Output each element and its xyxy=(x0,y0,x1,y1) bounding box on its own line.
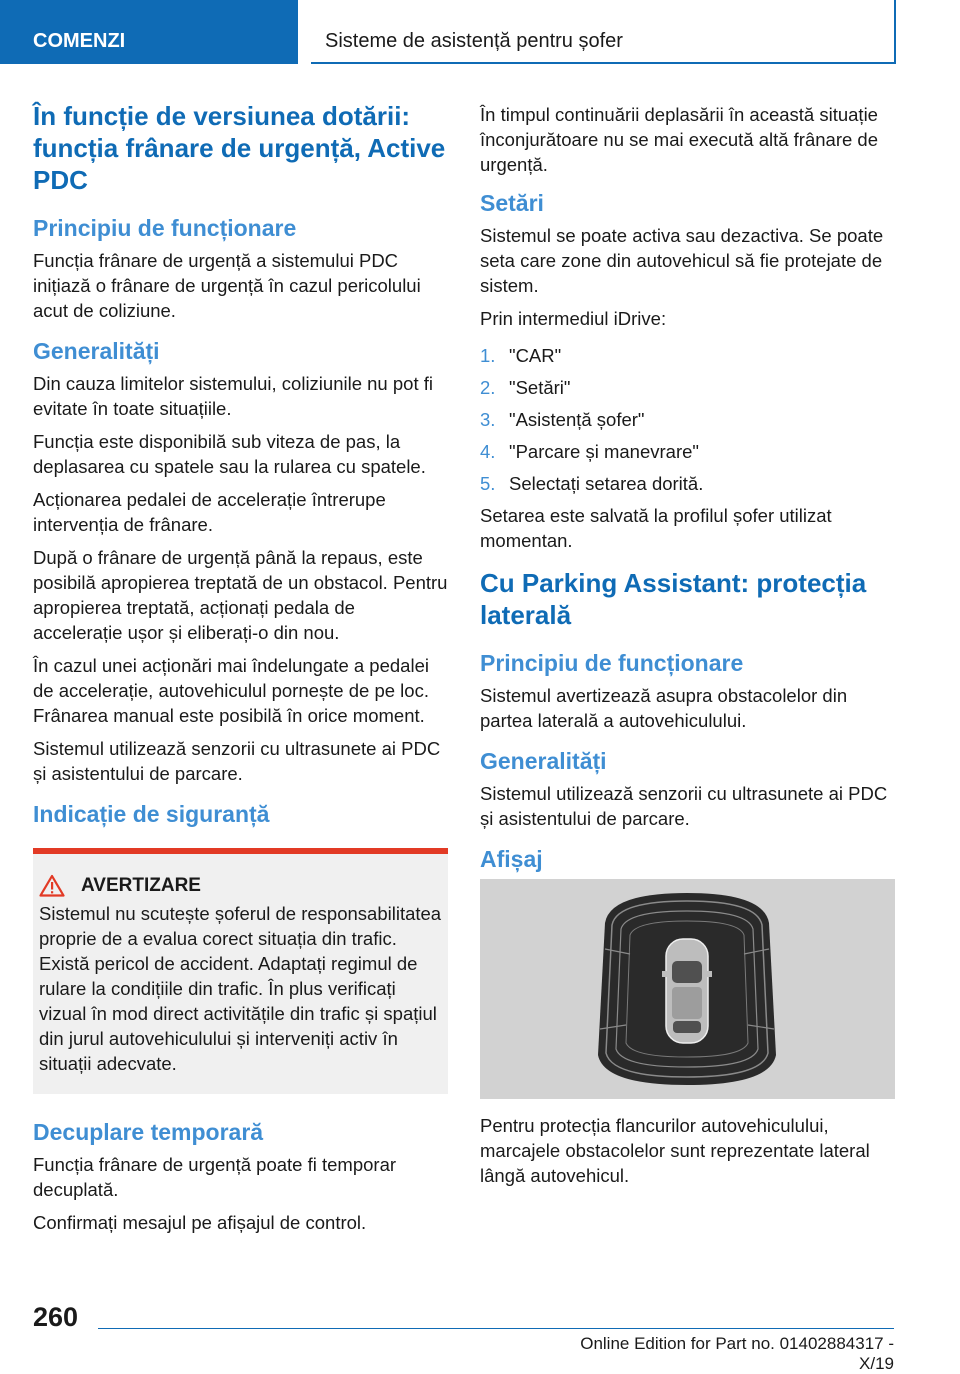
step-text: "Setări" xyxy=(509,377,571,398)
step-text: Selectați setarea dorită. xyxy=(509,473,704,494)
general-heading: Generalități xyxy=(480,748,607,774)
general-paragraph: Acționarea pedalei de accelerație întrerupe intervenția de frânare. xyxy=(33,489,386,535)
car-top-view-icon xyxy=(480,879,895,1099)
left-column xyxy=(33,100,448,1243)
display-caption: Pentru protecția flancurilor autovehiculului, marcajele obstacolelor sunt reprezentate lateral lângă autovehicul. xyxy=(480,1115,870,1186)
principle-heading: Principiu de funcționare xyxy=(480,650,744,676)
intro-paragraph: În timpul continuării deplasării în această situație înconjurătoare nu se mai execută altă frânare de urgență. xyxy=(480,104,878,175)
settings-paragraph: Setarea este salvată la profilul șofer utilizat momentan. xyxy=(480,505,832,551)
settings-heading: Setări xyxy=(480,190,544,216)
step-text: "Parcare și manevrare" xyxy=(509,441,699,462)
header-chapter-label: Sisteme de asistență pentru șofer xyxy=(325,30,623,52)
page-number: 260 xyxy=(33,1302,79,1332)
step-number: 5. xyxy=(480,473,496,494)
list-item xyxy=(480,439,895,464)
parking-title: Cu Parking Assistant: protecția laterală xyxy=(480,568,867,630)
display-heading: Afișaj xyxy=(480,846,543,872)
general-paragraph: Funcția este disponibilă sub viteza de pas, la deplasarea cu spatele sau la rularea cu spatele. xyxy=(33,431,426,477)
parking-display-illustration xyxy=(480,879,895,1099)
list-item xyxy=(480,375,895,400)
settings-steps xyxy=(480,343,895,496)
warning-box xyxy=(33,848,448,1094)
warning-text: Sistemul nu scutește șoferul de responsabilitatea proprie de a evalua corect situația din trafic. Există pericol de accident. Adaptați regimul de rulare la condițiile din trafic. În plus verificați vizual în mod direct activitățile din trafic și spațiul din jurul autovehiculului și interveniți activ în situații adecvate. xyxy=(39,903,442,1074)
principle-text: Sistemul avertizează asupra obstacolelor din partea laterală a autovehiculului. xyxy=(480,685,848,731)
right-column xyxy=(480,102,895,1196)
decoupling-paragraph: Funcția frânare de urgență poate fi temporar decuplată. xyxy=(33,1154,397,1200)
section-title: În funcție de versiunea dotării: funcția frânare de urgență, Active PDC xyxy=(33,101,446,195)
general-paragraph: Sistemul utilizează senzorii cu ultrasunete ai PDC și asistentului de parcare. xyxy=(33,738,441,784)
decoupling-heading: Decuplare temporară xyxy=(33,1119,264,1145)
principle-text: Funcția frânare de urgență a sistemului PDC inițiază o frânare de urgență în cazul pericolului acut de coliziune. xyxy=(33,250,421,321)
decoupling-paragraph: Confirmați mesajul pe afișajul de control. xyxy=(33,1212,367,1233)
edition-label: Online Edition for Part no. 01402884317 - X/19 xyxy=(580,1334,894,1373)
header-section-tab xyxy=(0,0,298,64)
warning-label: AVERTIZARE xyxy=(81,874,201,896)
general-paragraph: Din cauza limitelor sistemului, coliziunile nu pot fi evitate în toate situațiile. xyxy=(33,373,433,419)
warning-title xyxy=(39,874,442,897)
step-number: 1. xyxy=(480,345,496,366)
step-text: "CAR" xyxy=(509,345,562,366)
general-paragraph: În cazul unei acționări mai îndelungate a pedalei de accelerație, autovehiculul pornește de pe loc. Frânarea manual este posibilă în orice moment. xyxy=(33,655,429,726)
step-text: "Asistență șofer" xyxy=(509,409,645,430)
general-paragraph: După o frânare de urgență până la repaus, este posibilă apropierea treptată de un obstacol. Pentru apropierea treptată, acționați pedala de accelerație ușor și eliberați-o din nou. xyxy=(33,547,448,643)
step-number: 2. xyxy=(480,377,496,398)
list-item xyxy=(480,471,895,496)
step-number: 3. xyxy=(480,409,496,430)
footer-divider xyxy=(98,1328,894,1329)
principle-heading: Principiu de funcționare xyxy=(33,215,297,241)
warning-triangle-icon xyxy=(39,874,65,897)
header-chapter-box xyxy=(311,0,896,64)
list-item xyxy=(480,343,895,368)
general-heading: Generalități xyxy=(33,338,160,364)
step-number: 4. xyxy=(480,441,496,462)
settings-paragraph: Sistemul se poate activa sau dezactiva. Se poate seta care zone din autovehicul să fie protejate de sistem. xyxy=(480,225,884,296)
general-text: Sistemul utilizează senzorii cu ultrasunete ai PDC și asistentului de parcare. xyxy=(480,783,888,829)
header-section-label: COMENZI xyxy=(33,30,126,52)
settings-paragraph: Prin intermediul iDrive: xyxy=(480,308,667,329)
safety-heading: Indicație de siguranță xyxy=(33,801,270,827)
list-item xyxy=(480,407,895,432)
